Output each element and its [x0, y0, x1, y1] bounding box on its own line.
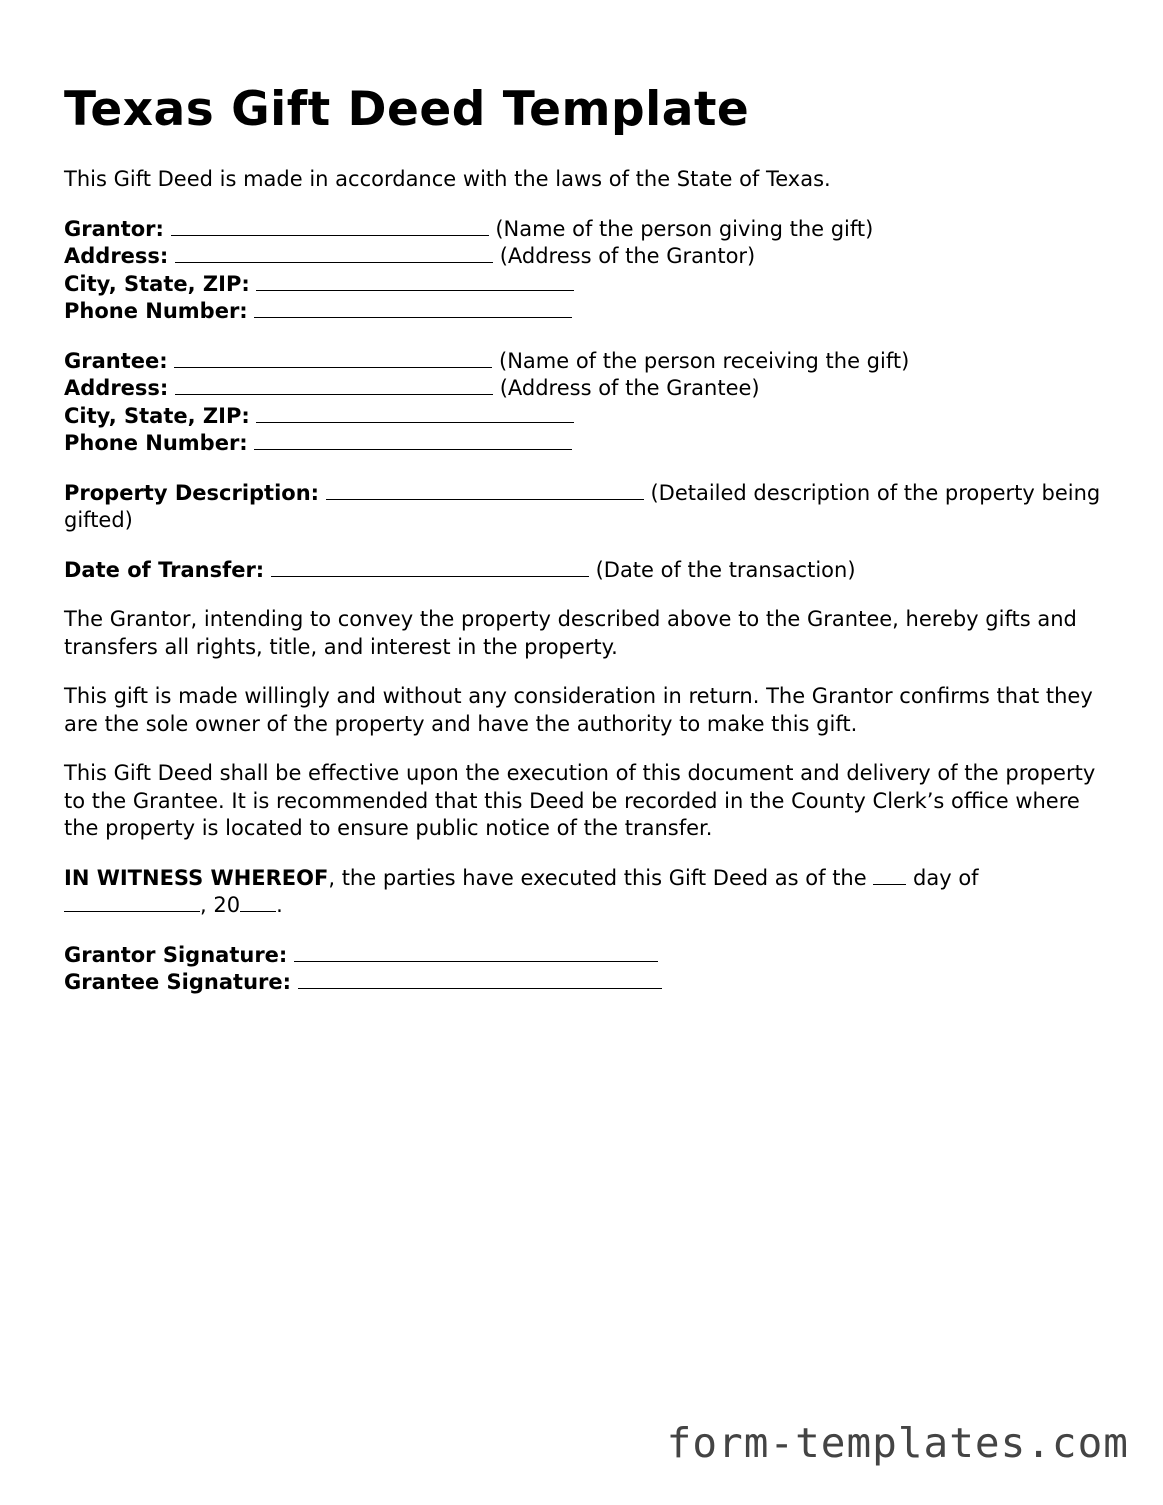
date-of-transfer-field[interactable]: [271, 558, 589, 577]
witness-paragraph: [64, 865, 1104, 920]
grantee-city-field[interactable]: [256, 404, 574, 423]
property-description-note: (Detailed description of the property being gifted): [64, 480, 1101, 532]
grantor-city-field[interactable]: [256, 272, 574, 291]
grantor-section: [64, 216, 1104, 326]
witness-lead: IN WITNESS WHEREOF: [64, 865, 329, 890]
property-description-label: Property Description:: [64, 480, 320, 505]
grantor-address-row: [64, 243, 1104, 271]
document-page: [64, 78, 1104, 997]
grantor-phone-label: Phone Number:: [64, 299, 248, 323]
consideration-paragraph: This gift is made willingly and without any consideration in return. The Grantor confirms that they are the sole owner of the property and have the authority to make this gift.: [64, 684, 1093, 736]
grantor-city-row: [64, 271, 1104, 299]
grantee-phone-row: [64, 430, 1104, 458]
grantor-signature-row: [64, 942, 1104, 970]
grantee-signature-label: Grantee Signature:: [64, 970, 292, 994]
grantor-address-note: (Address of the Grantor): [499, 244, 756, 268]
witness-text-a: , the parties have executed this Gift Deed as of the: [328, 865, 867, 890]
date-of-transfer-label: Date of Transfer:: [64, 557, 265, 582]
grantor-phone-field[interactable]: [254, 299, 572, 318]
grantor-signature-field[interactable]: [294, 943, 658, 962]
grantor-name-field[interactable]: [171, 217, 489, 236]
grantor-name-note: (Name of the person giving the gift): [495, 216, 874, 241]
grantor-address-label: Address:: [64, 244, 169, 268]
grantee-name-note: (Name of the person receiving the gift): [499, 348, 910, 373]
grantee-phone-field[interactable]: [254, 431, 572, 450]
grantee-signature-field[interactable]: [298, 970, 662, 989]
grantee-name-row: [64, 348, 1104, 376]
grantee-city-label: City, State, ZIP:: [64, 403, 250, 428]
witness-text-c: , 20: [200, 893, 241, 917]
witness-text-b: day of: [913, 865, 979, 890]
grantee-address-note: (Address of the Grantee): [499, 376, 760, 400]
witness-day-field[interactable]: [873, 866, 906, 885]
witness-year-field[interactable]: [240, 893, 276, 912]
grantee-name-label: Grantee:: [64, 348, 168, 373]
grantor-address-field[interactable]: [175, 244, 493, 263]
intro-text: This Gift Deed is made in accordance with the laws of the State of Texas.: [64, 167, 831, 191]
grantee-name-field[interactable]: [174, 349, 492, 368]
date-of-transfer-note: (Date of the transaction): [595, 557, 856, 582]
grantor-signature-label: Grantor Signature:: [64, 942, 288, 967]
signature-section: [64, 942, 1104, 997]
grantor-name-row: [64, 216, 1104, 244]
grantee-address-field[interactable]: [175, 376, 493, 395]
grantee-section: [64, 348, 1104, 458]
date-of-transfer-row: [64, 557, 1104, 585]
property-description-field[interactable]: [326, 481, 644, 500]
grantee-city-row: [64, 403, 1104, 431]
grantor-city-label: City, State, ZIP:: [64, 271, 250, 296]
site-watermark: form-templates.com: [666, 1419, 1129, 1467]
grantor-phone-row: [64, 298, 1104, 326]
grantee-phone-label: Phone Number:: [64, 431, 248, 455]
property-description-row: [64, 480, 1104, 535]
grantee-signature-row: [64, 969, 1104, 997]
effectiveness-paragraph: This Gift Deed shall be effective upon the execution of this document and delivery of the property to the Grantee. It is recommended that this Deed be recorded in the County Clerk’s office where the property is located to ensure public notice of the transfer.: [64, 761, 1096, 840]
grantor-name-label: Grantor:: [64, 216, 164, 241]
witness-text-d: .: [276, 893, 283, 917]
witness-month-field[interactable]: [64, 893, 200, 912]
grantee-address-row: [64, 375, 1104, 403]
document-title: Texas Gift Deed Template: [64, 82, 750, 137]
grantee-address-label: Address:: [64, 376, 169, 400]
conveyance-paragraph: The Grantor, intending to convey the property described above to the Grantee, hereby gifts and transfers all rights, title, and interest in the property.: [64, 607, 1077, 659]
